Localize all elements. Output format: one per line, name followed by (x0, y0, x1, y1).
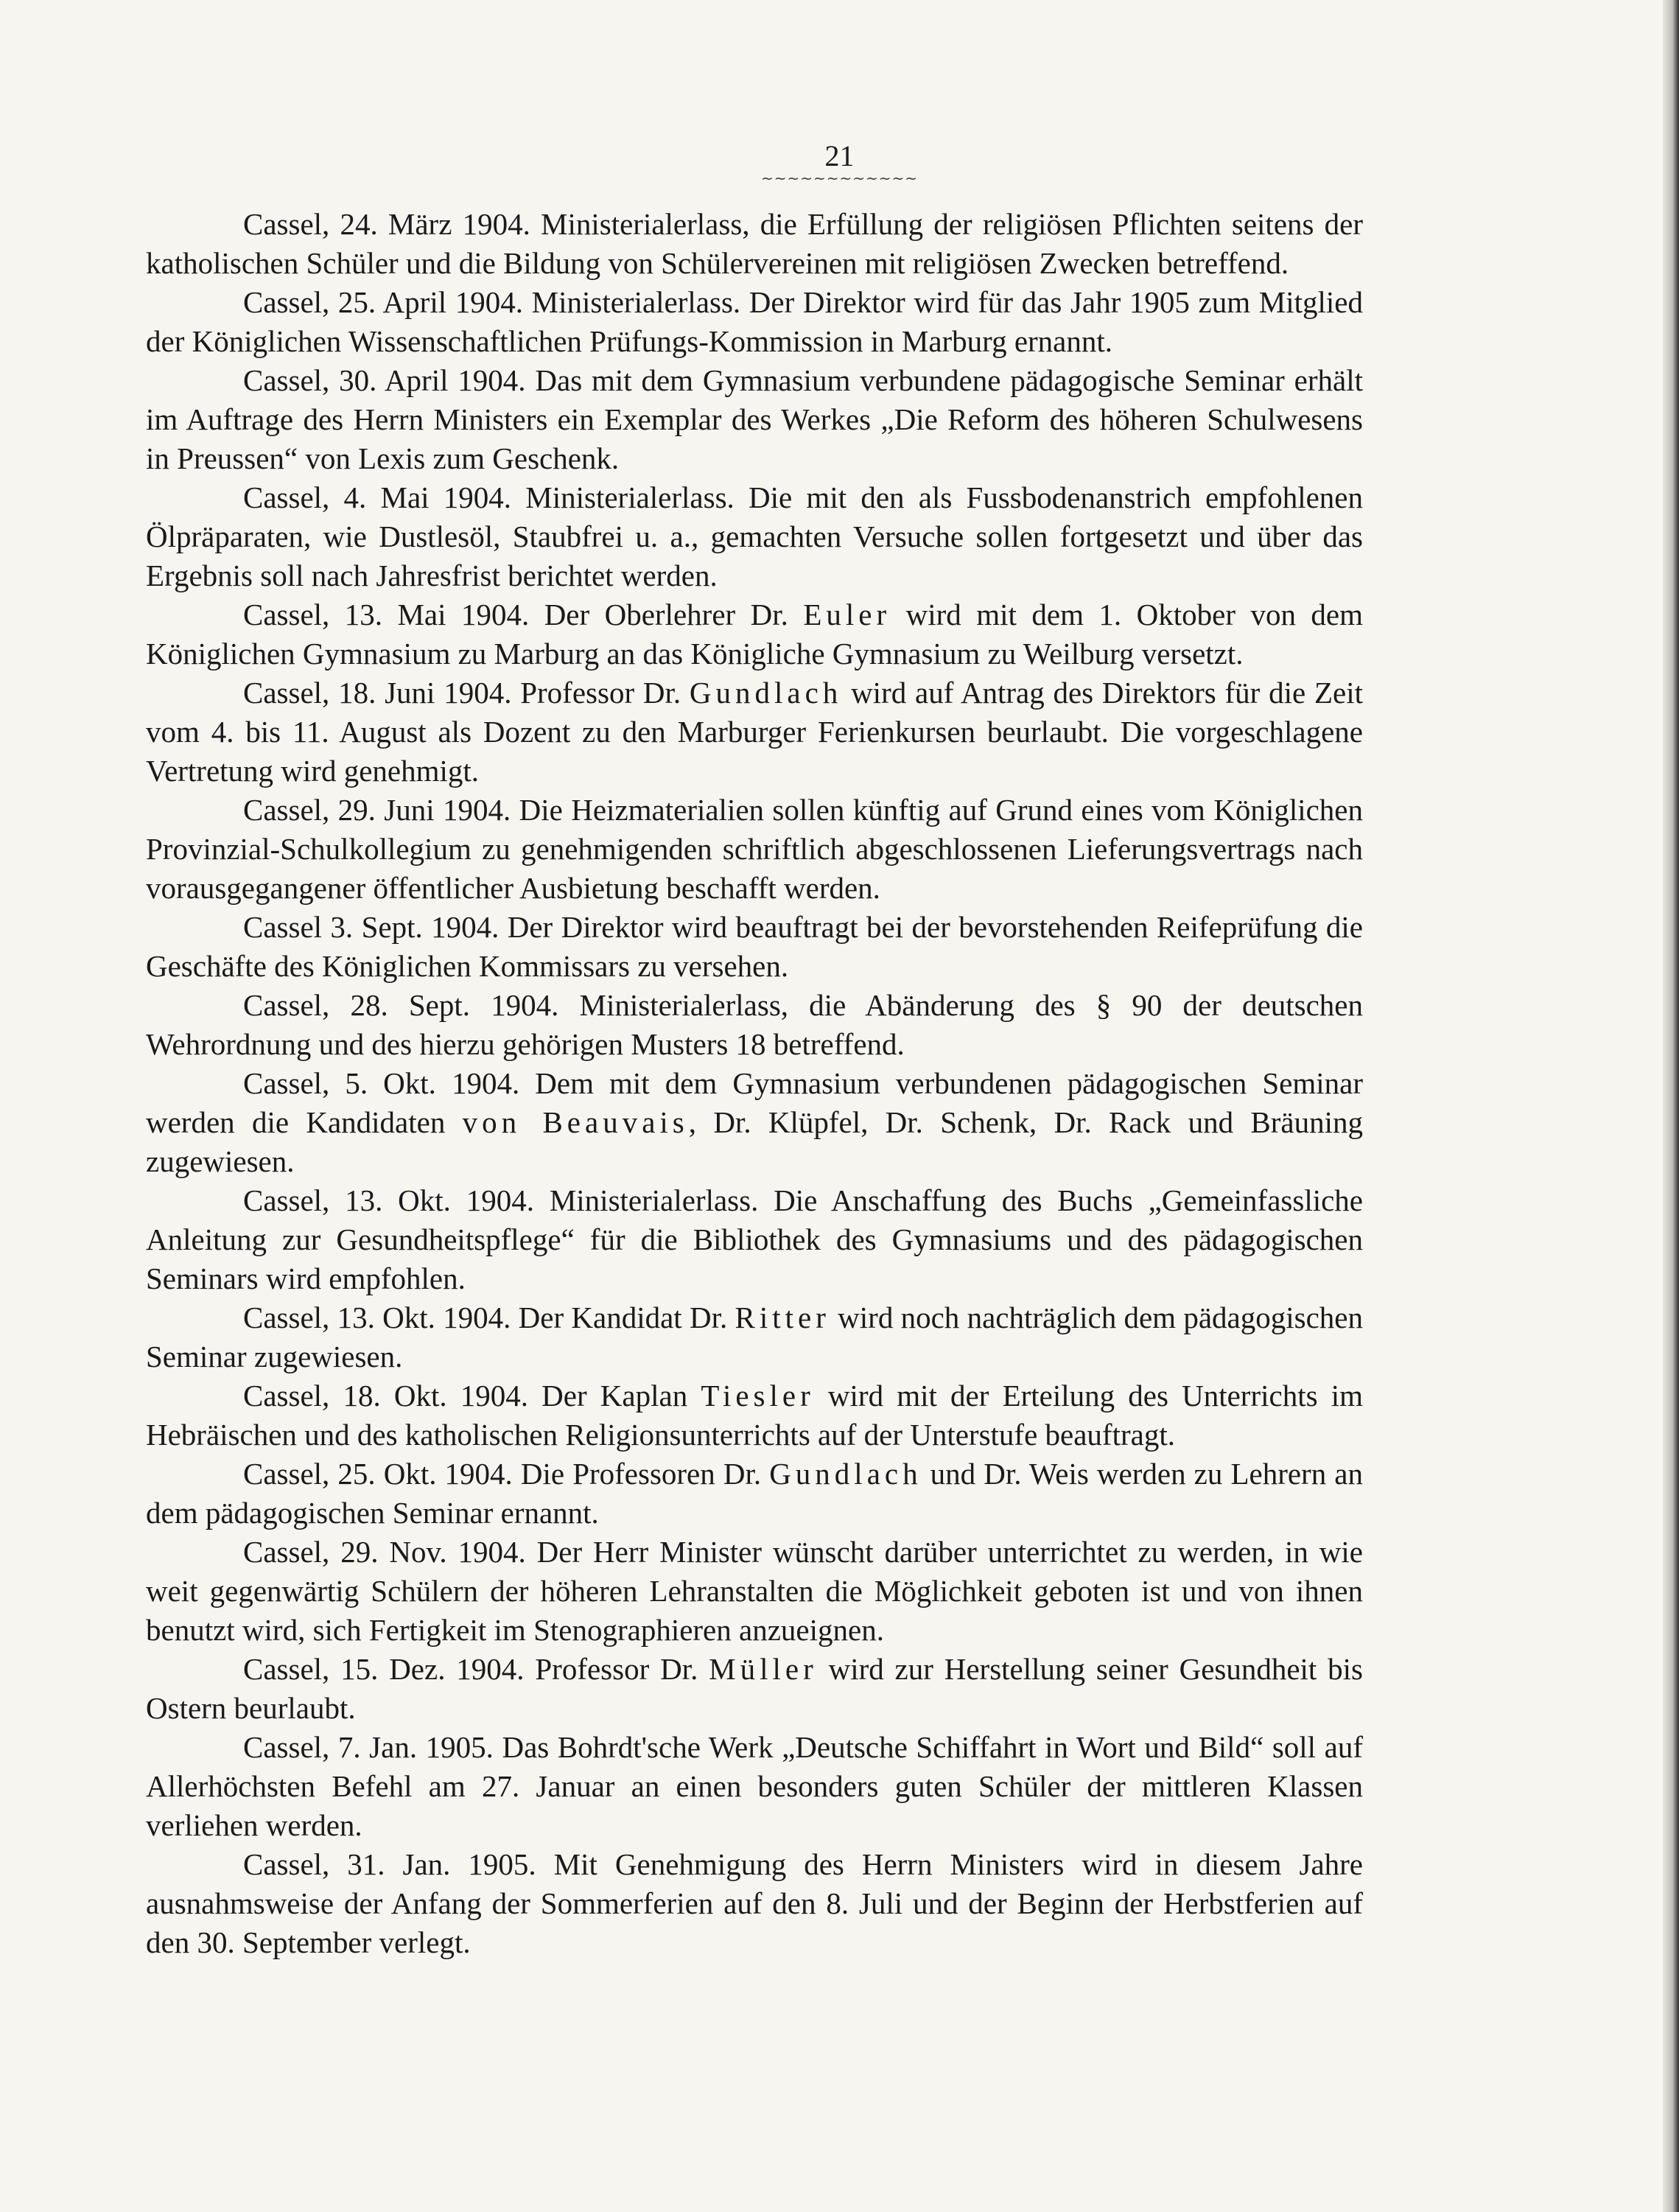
person-name: Müller (709, 1652, 818, 1686)
person-name: Tiesler (701, 1379, 815, 1413)
entry-1904-11-29: Cassel, 29. Nov. 1904. Der Herr Minister wünscht darüber unterrichtet zu werden, in wie weit gegenwärtig Schülern der höheren Lehranstalten die Möglichkeit geboten ist und von ihnen benutzt wird, sich Fertigkeit im Stenographieren anzueignen. (146, 1535, 1363, 1647)
entry-1904-09-03: Cassel 3. Sept. 1904. Der Direktor wird beauftragt bei der bevorstehenden Reifeprüfung die Geschäfte des Königlichen Kommissars zu versehen. (146, 910, 1363, 983)
entry-text: wird zur Herstellung seiner Gesundheit bis Ostern beurlaubt. (146, 1652, 1364, 1725)
page-number-ornament: ~~~~~~~~~~~~ (760, 169, 919, 187)
entry-text: Cassel, 18. Okt. 1904. Der Kaplan (243, 1379, 701, 1413)
entry-text: und Dr. Weis werden zu Lehrern an dem pädagogischen Seminar ernannt. (146, 1457, 1363, 1530)
page-number: 21 (824, 139, 855, 172)
entry-1904-10-13a: Cassel, 13. Okt. 1904. Ministerialerlass. Die Anschaffung des Buchs „Gemeinfassliche Anleitung zur Gesundheitspflege“ für die Bibliothek des Gymnasiums und des pädagogischen Seminars wird empfohlen. (146, 1183, 1363, 1295)
entry-text: Cassel, 15. Dez. 1904. Professor Dr. (243, 1652, 709, 1686)
entry-1904-10-05 (146, 1064, 1363, 1181)
entry-text: Cassel, 13. Okt. 1904. Der Kandidat Dr. (243, 1301, 735, 1334)
entry-text: Cassel, 13. Mai 1904. Der Oberlehrer Dr. (243, 598, 804, 631)
entry-1904-03-24: Cassel, 24. März 1904. Ministerialerlass, die Erfüllung der religiösen Pflichten seitens der katholischen Schüler und die Bildung von Schülervereinen mit religiösen Zwecken betreffend. (146, 207, 1363, 280)
entry-1904-04-25: Cassel, 25. April 1904. Ministerialerlass. Der Direktor wird für das Jahr 1905 zum Mitglied der Königlichen Wissenschaftlichen Prüfungs-Kommission in Marburg ernannt. (146, 285, 1363, 358)
person-name: Gundlach (689, 676, 843, 710)
entry-text: Cassel, 18. Juni 1904. Professor Dr. (243, 676, 690, 710)
entry-1904-10-13b (146, 1298, 1363, 1376)
entry-1904-04-30: Cassel, 30. April 1904. Das mit dem Gymnasium verbundene pädagogische Seminar erhält im Auftrage des Herrn Ministers ein Exemplar des Werkes „Die Reform des höheren Schulwesens in Preussen“ von Lexis zum Geschenk. (146, 363, 1363, 475)
entry-text: wird mit dem 1. Oktober von dem Königlichen Gymnasium zu Marburg an das Königliche Gymnasium zu Weilburg versetzt. (146, 598, 1364, 671)
entry-1904-05-13 (146, 595, 1363, 673)
entry-text: wird mit der Erteilung des Unterrichts im Hebräischen und des katholischen Religionsunterrichts auf der Unterstufe beauftragt. (146, 1379, 1363, 1452)
entry-1905-01-07: Cassel, 7. Jan. 1905. Das Bohrdt'sche Werk „Deutsche Schiffahrt in Wort und Bild“ soll auf Allerhöchsten Befehl am 27. Januar an einen besonders guten Schüler der mittleren Klassen verliehen werden. (146, 1730, 1363, 1842)
person-name: Ritter (735, 1301, 830, 1334)
person-name: Gundlach (769, 1457, 922, 1491)
entry-1904-10-25 (146, 1455, 1363, 1533)
entry-1904-10-18 (146, 1376, 1363, 1455)
entry-1904-06-18 (146, 673, 1363, 791)
entry-1904-09-28: Cassel, 28. Sept. 1904. Ministerialerlass, die Abänderung des § 90 der deutschen Wehrordnung und des hierzu gehörigen Musters 18 betreffend. (146, 988, 1363, 1061)
entry-text: , Dr. Klüpfel, Dr. Schenk, Dr. Rack und Bräuning zugewiesen. (146, 1105, 1363, 1178)
entry-1904-05-04: Cassel, 4. Mai 1904. Ministerialerlass. Die mit den als Fussbodenanstrich empfohlenen Ölpräparaten, wie Dustlesöl, Staubfrei u. a., gemachten Versuche sollen fortgesetzt und über das Ergebnis soll nach Jahresfrist berichtet werden. (146, 480, 1363, 592)
person-name: Euler (803, 598, 891, 631)
entry-text: wird auf Antrag des Direktors für die Zeit vom 4. bis 11. August als Dozent zu den Marburger Ferienkursen beurlaubt. Die vorgeschlagene Vertretung wird genehmigt. (146, 676, 1363, 788)
entry-text: wird noch nachträglich dem pädagogischen Seminar zugewiesen. (146, 1301, 1363, 1373)
entry-text: Cassel, 25. Okt. 1904. Die Professoren Dr. (243, 1457, 770, 1491)
entry-1905-01-31: Cassel, 31. Jan. 1905. Mit Genehmigung des Herrn Ministers wird in diesem Jahre ausnahmsweise der Anfang der Sommerferien auf den 8. Juli und der Beginn der Herbstferien auf den 30. September verlegt. (146, 1847, 1363, 1959)
entry-1904-12-15 (146, 1650, 1363, 1728)
entry-text: Cassel, 5. Okt. 1904. Dem mit dem Gymnasium verbundenen pädagogischen Seminar werden die Kandidaten (146, 1066, 1363, 1139)
entries-list (146, 205, 1363, 1962)
person-name: von Beauvais (462, 1105, 689, 1139)
page-edge-shadow (1663, 0, 1679, 2212)
entry-1904-06-29: Cassel, 29. Juni 1904. Die Heizmaterialien sollen künftig auf Grund eines vom Königlichen Provinzial-Schulkollegium zu genehmigenden schriftlich abgeschlossenen Lieferungsvertrags nach vorausgegangener öffentlicher Ausbietung beschafft werden. (146, 793, 1363, 905)
